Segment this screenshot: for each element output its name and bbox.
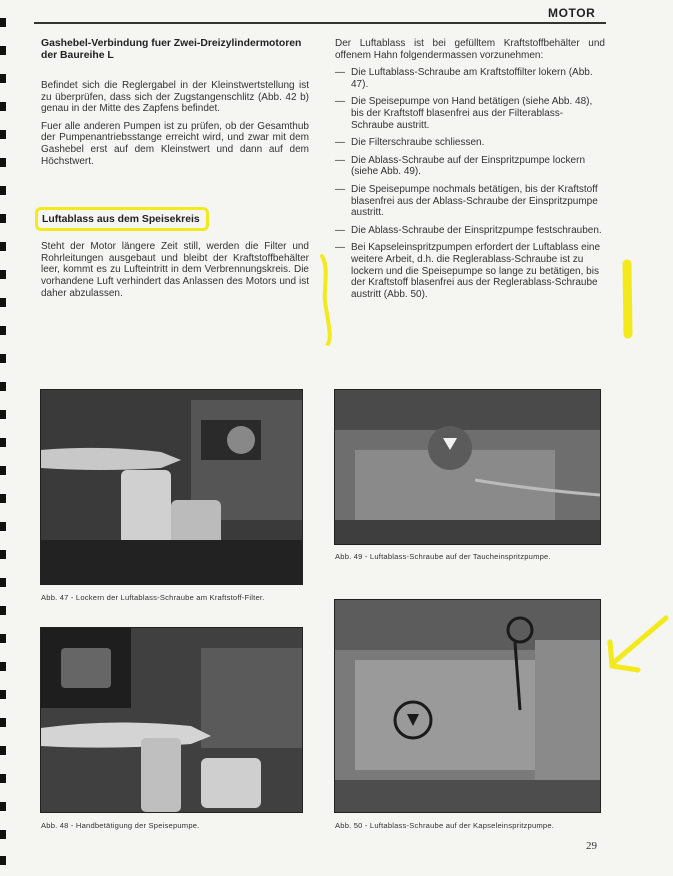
list-item: — Die Speisepumpe nochmals betätigen, bis der Kraftstoff blasenfrei aus der Ablass-Schraube der Einspritzpumpe austritt.: [335, 184, 605, 219]
section-title: MOTOR: [548, 6, 596, 20]
paragraph-intro: Der Luftablass ist bei gefülltem Kraftstoffbehälter und offenem Hahn folgendermassen vorzunehmen:: [335, 38, 605, 61]
figure-49-photo: [334, 389, 601, 545]
caption-fig50: Abb. 50 - Luftablass-Schraube auf der Kapseleinspritzpumpe.: [335, 821, 555, 830]
highlighter-bracket-mark: [316, 252, 338, 348]
list-item: — Bei Kapseleinspritzpumpen erfordert der Luftablass eine weitere Arbeit, d.h. die Reglerablass-Schraube ist zu lockern und die Speisepumpe so lange zu betätigen, bis der Kraftstoff blasenfrei aus der Reglerablass-Schraube austritt (Abb. 50).: [335, 242, 605, 300]
paragraph-stillstand: Steht der Motor längere Zeit still, werden die Filter und Rohrleitungen ausgebaut und bleibt der Kraftstoffbehälter leer, kommt es zu Lufteintritt in dem Verbrennungskreis. Die vorhandene Luft verhindert das Anlassen des Motors und ist daher abzulassen.: [41, 241, 309, 299]
heading-luftablass: Luftablass aus dem Speisekreis: [35, 207, 209, 231]
right-column: [335, 38, 605, 306]
binding-holes: [0, 10, 7, 876]
figure-47-photo: [40, 389, 303, 585]
list-item: — Die Luftablass-Schraube am Kraftstoffilter lokern (Abb. 47).: [335, 67, 605, 90]
page-number: 29: [586, 840, 597, 852]
paragraph-pumpen: Fuer alle anderen Pumpen ist zu prüfen, ob der Gesamthub der Pumpenantriebsstange erreicht wird, und zwar mit dem Gashebel erst auf dem Kleinstwert und dann auf dem Höchstwert.: [41, 120, 309, 167]
highlighter-arrow-mark: [600, 612, 672, 678]
caption-fig48: Abb. 48 - Handbetätigung der Speisepumpe.: [41, 821, 200, 830]
list-item: — Die Ablass-Schraube auf der Einspritzpumpe lockern (siehe Abb. 49).: [335, 155, 605, 178]
caption-fig49: Abb. 49 - Luftablass-Schraube auf der Taucheinspritzpumpe.: [335, 552, 551, 561]
header-rule: [34, 22, 606, 24]
list-item: — Die Ablass-Schraube der Einspritzpumpe festschrauben.: [335, 225, 605, 237]
list-item: — Die Filterschraube schliessen.: [335, 137, 605, 149]
figure-50-photo: [334, 599, 601, 813]
left-column: [41, 38, 309, 305]
highlighter-bar-mark: [616, 258, 638, 342]
steps-list: [335, 67, 605, 300]
caption-fig47: Abb. 47 - Lockern der Luftablass-Schraube am Kraftstoff-Filter.: [41, 593, 265, 602]
paragraph-reglergabel: Befindet sich die Reglergabel in der Kleinstwertstellung ist zu überprüfen, dass sich der Zugstangenschlitz (Abb. 42 b) genau in der Mitte des Zapfens befindet.: [41, 80, 309, 115]
list-item: — Die Speisepumpe von Hand betätigen (siehe Abb. 48), bis der Kraftstoff blasenfrei aus der Filterablass-Schraube austritt.: [335, 96, 605, 131]
figure-48-photo: [40, 627, 303, 813]
heading-gashebel: Gashebel-Verbindung fuer Zwei-Dreizylindermotoren der Baureihe L: [41, 38, 302, 61]
